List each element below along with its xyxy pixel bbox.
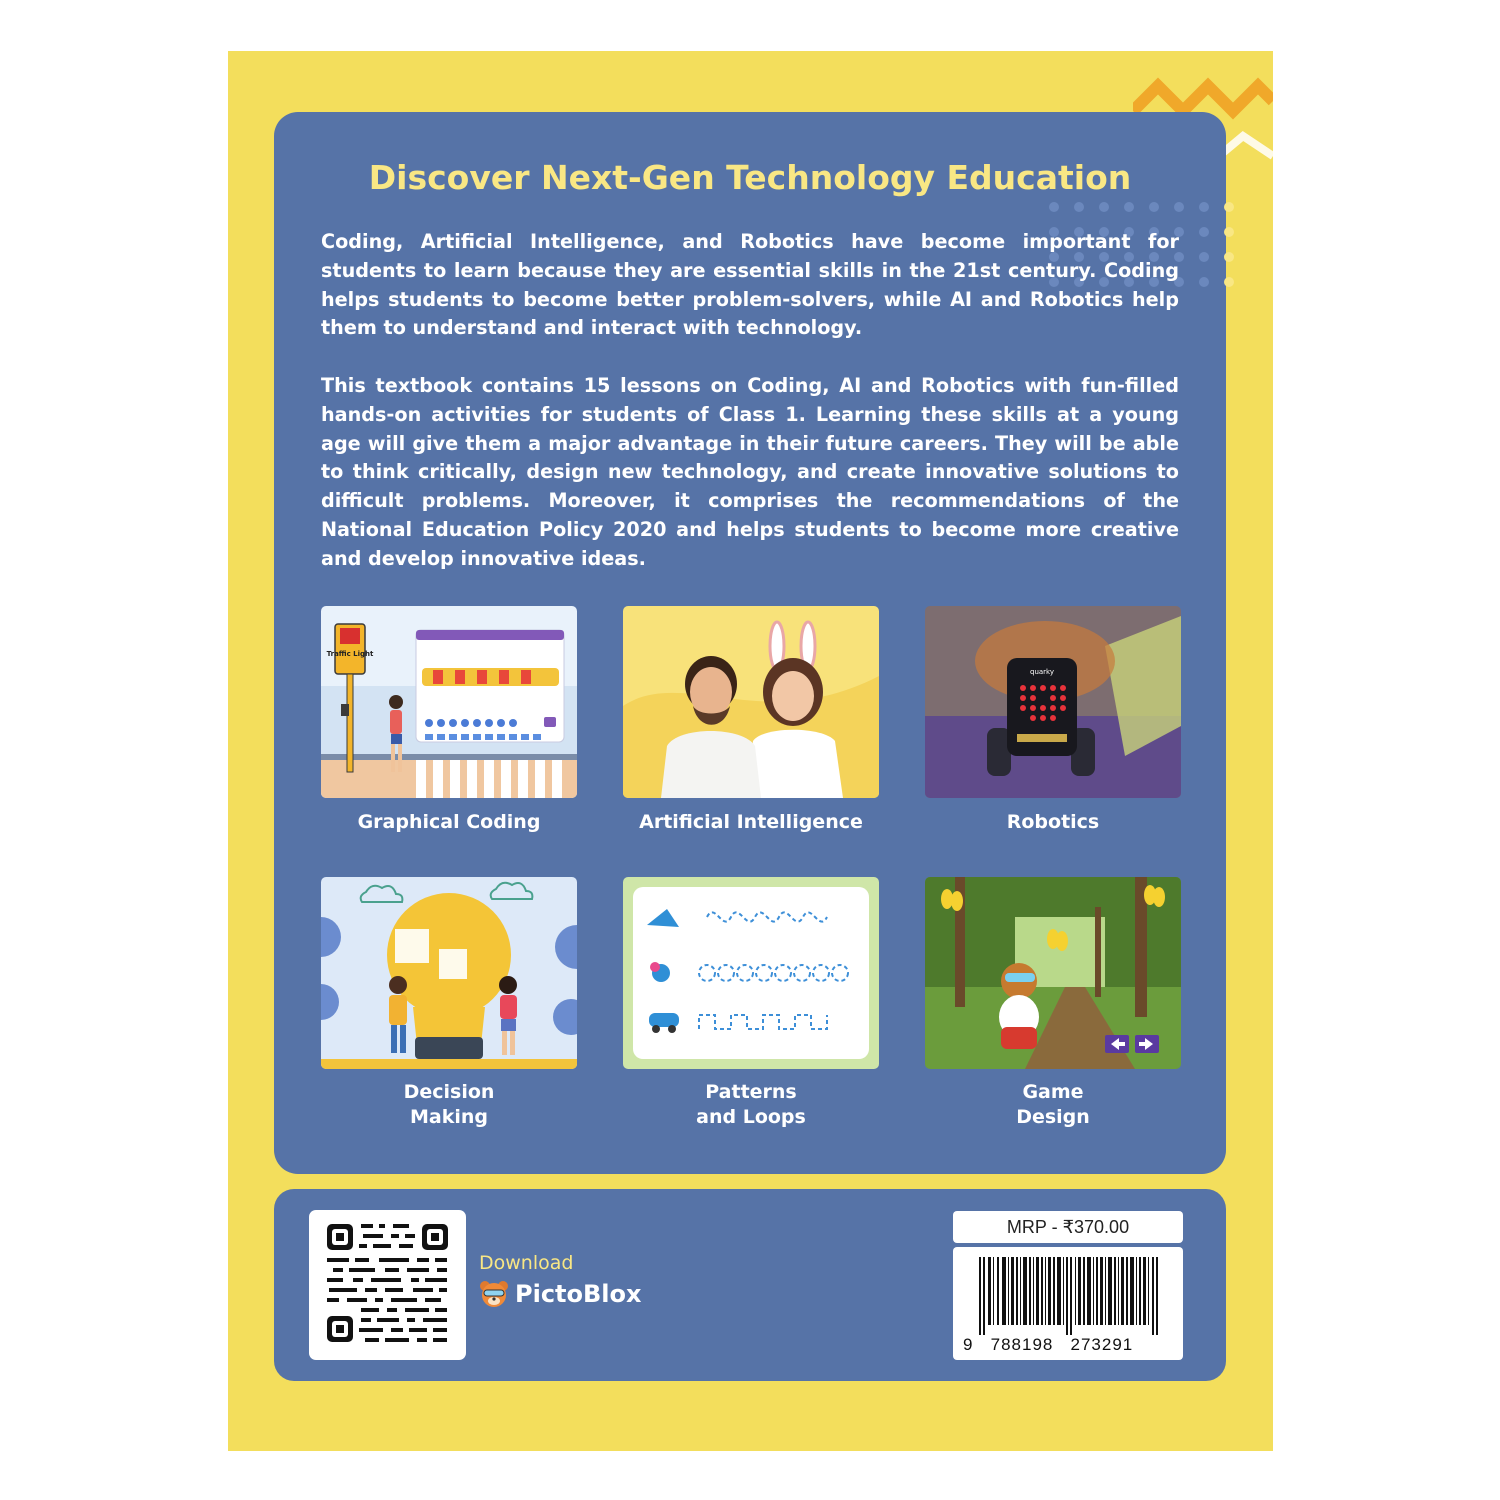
footer-panel <box>274 1189 1226 1381</box>
brand-name: PictoBlox <box>515 1280 642 1308</box>
topic-label-artificial-intelligence: Artificial Intelligence <box>639 811 863 833</box>
intro-paragraph-2: This textbook contains 15 lessons on Coding, AI and Robotics with fun-filled hands-on activities for students of Class 1. Learning these skills at a young age will give them a major advantage in their future careers. They will be able to think critically, design new technology, and create innovative solutions to difficult problems. Moreover, it comprises the recommendations of the National Education Policy 2020 and helps students to become more creative and develop innovative ideas. <box>321 374 1179 570</box>
mrp-price: MRP - ₹370.00 <box>953 1211 1183 1243</box>
intro-paragraph-1: Coding, Artificial Intelligence, and Robotics have become important for students to learn because they are essential skills in the 21st century. Coding helps students to become better problem-solvers, while AI and Robotics help them to understand and interact with technology. <box>321 230 1179 340</box>
quarky-board-text: quarky <box>1030 668 1054 676</box>
graphical-coding-image <box>321 606 577 798</box>
topic-label-graphical-coding: Graphical Coding <box>357 811 541 833</box>
game-design-image <box>925 877 1181 1069</box>
download-label: Download <box>479 1252 574 1274</box>
barcode-bars <box>953 1253 1183 1338</box>
isbn-number: 9 788198 273291 <box>963 1335 1134 1354</box>
patterns-and-loops-image <box>623 877 879 1069</box>
main-panel <box>274 112 1226 1174</box>
qr-code[interactable] <box>309 1210 466 1360</box>
topic-label-patterns-and-loops: Patterns and Loops <box>696 1081 806 1128</box>
back-cover <box>228 51 1273 1451</box>
pictoblox-brand[interactable] <box>479 1280 642 1308</box>
topic-label-robotics: Robotics <box>1006 811 1100 833</box>
decision-making-image <box>321 877 577 1069</box>
topic-label-decision-making: Decision Making <box>403 1081 495 1128</box>
artificial-intelligence-image <box>623 606 879 798</box>
isbn-barcode <box>953 1247 1183 1360</box>
page-title: Discover Next-Gen Technology Education <box>368 158 1132 197</box>
topic-label-game-design: Game Design <box>1016 1081 1090 1128</box>
robotics-image <box>925 606 1181 798</box>
traffic-light-sign-text: Traffic Light <box>326 650 374 658</box>
pictoblox-bear-icon <box>479 1280 509 1308</box>
